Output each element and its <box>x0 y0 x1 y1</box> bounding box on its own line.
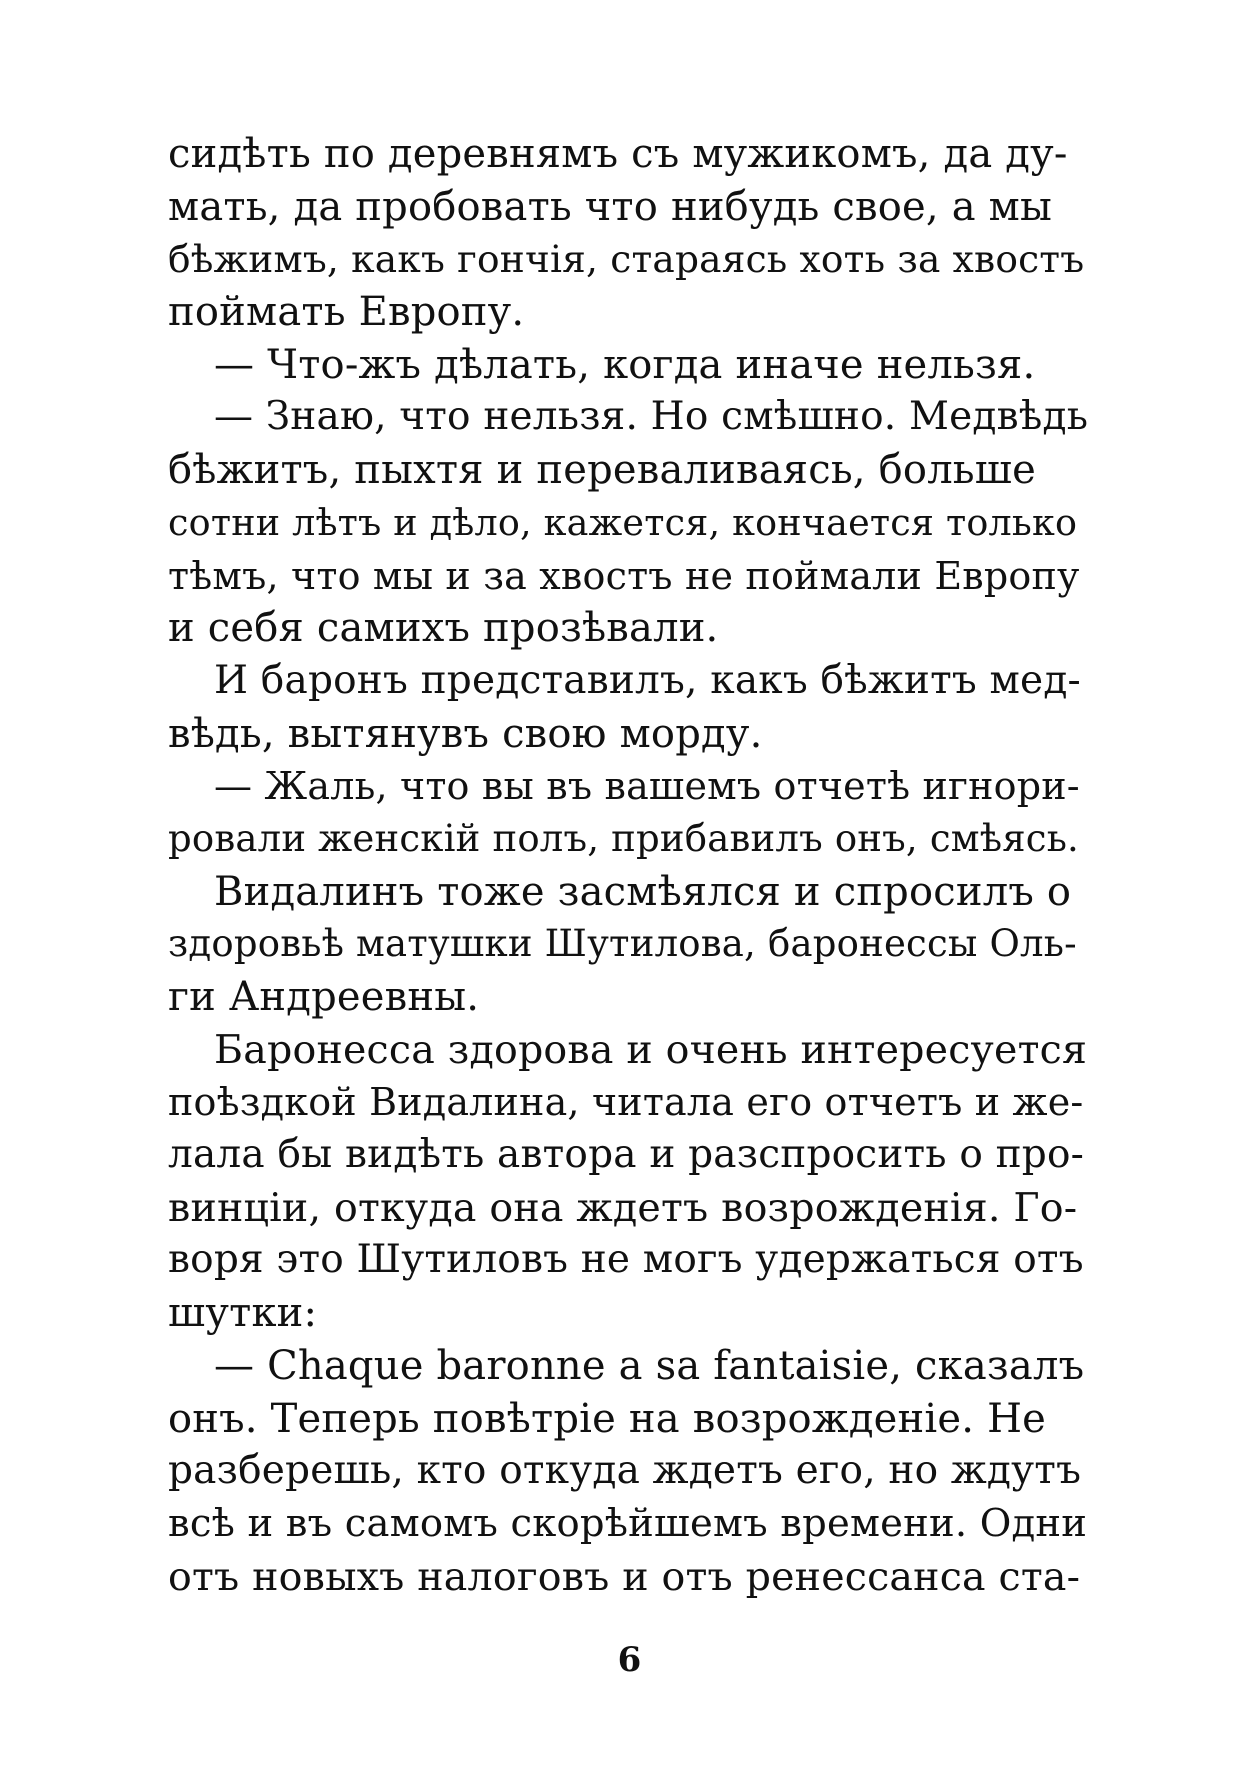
text-line: вѣдь, вытянувъ свою морду. <box>168 710 763 757</box>
text-line: И баронъ представилъ, какъ бѣжитъ мед- <box>214 657 1081 703</box>
text-line: лала бы видѣть автора и разспросить о про- <box>168 1132 1085 1178</box>
text-line: ровали женскій полъ, прибавилъ онъ, смѣясь. <box>168 816 1079 860</box>
text-line: поѣздкой Видалина, читала его отчетъ и же- <box>168 1080 1084 1125</box>
text-line: отъ новыхъ налоговъ и отъ ренессанса ста- <box>168 1553 1081 1600</box>
text-line: ги Андреевны. <box>168 974 480 1020</box>
text-line: — Знаю, что нельзя. Но смѣшно. Медвѣдь <box>214 394 1089 440</box>
text-line: разберешь, кто откуда ждетъ его, но ждутъ <box>168 1448 1082 1494</box>
text-line: шутки: <box>168 1290 318 1337</box>
text-line: Баронесса здорова и очень интересуется <box>214 1026 1088 1073</box>
text-line: воря это Шутиловъ не могъ удержаться отъ <box>168 1237 1084 1283</box>
text-line: бѣжимъ, какъ гончія, стараясь хоть за хвостъ <box>168 237 1085 282</box>
text-line: мать, да пробовать что нибудь свое, а мы <box>168 183 1053 230</box>
body-text <box>168 128 1088 1603</box>
text-line: тѣмъ, что мы и за хвостъ не поймали Европу <box>168 553 1080 598</box>
text-line: онъ. Теперь повѣтріе на возрожденіе. Не <box>168 1395 1047 1442</box>
text-line: сотни лѣтъ и дѣло, кажется, кончается только <box>168 500 1078 544</box>
text-line: Видалинъ тоже засмѣялся и спросилъ о <box>214 868 1072 915</box>
text-line: и себя самихъ прозѣвали. <box>168 605 719 652</box>
text-line: — Chaque baronne a sa fantaisie, сказалъ <box>214 1342 1085 1389</box>
text-line: — Жаль, что вы въ вашемъ отчетѣ игнори- <box>214 764 1080 809</box>
page-number: 6 <box>617 1640 642 1680</box>
text-line: — Что-жъ дѣлать, когда иначе нельзя. <box>214 341 1036 388</box>
text-line: всѣ и въ самомъ скорѣйшемъ времени. Одни <box>168 1500 1088 1546</box>
text-line: винціи, откуда она ждетъ возрожденія. Го- <box>168 1184 1078 1231</box>
text-line: поймать Европу. <box>168 289 525 336</box>
text-line: здоровьѣ матушки Шутилова, баронессы Оль- <box>168 922 1077 966</box>
text-line: сидѣть по деревнямъ съ мужикомъ, да ду- <box>168 131 1068 177</box>
text-line: бѣжитъ, пыхтя и переваливаясь, больше <box>168 447 1037 494</box>
